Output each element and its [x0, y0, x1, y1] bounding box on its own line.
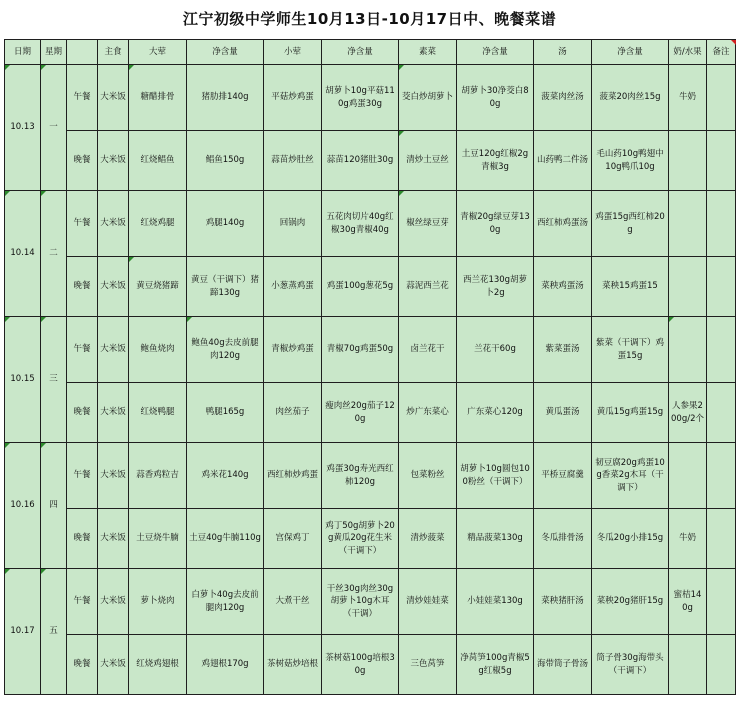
xiaohun-cell: 肉丝茄子 [264, 383, 322, 443]
fruit-cell [669, 191, 707, 257]
meal-cell: 晚餐 [67, 635, 98, 695]
dahun-net-cell: 黄豆（干调下）猪蹄130g [187, 257, 264, 317]
note-cell [707, 635, 736, 695]
fruit-cell [669, 635, 707, 695]
meal-cell: 午餐 [67, 317, 98, 383]
dahun-net-cell: 鸡米花140g [187, 443, 264, 509]
header-staple: 主食 [98, 40, 129, 65]
soup-cell: 菜秧猪肝汤 [534, 569, 592, 635]
veg-cell: 椒丝绿豆芽 [399, 191, 457, 257]
dahun-cell: 红烧鸭腿 [129, 383, 187, 443]
note-cell [707, 383, 736, 443]
table-row [5, 131, 736, 191]
staple-cell: 大米饭 [98, 317, 129, 383]
xiaohun-net-cell: 鸡蛋30g寿光西红柿120g [322, 443, 399, 509]
xiaohun-cell: 西红柿炒鸡蛋 [264, 443, 322, 509]
header-veg-net: 净含量 [457, 40, 534, 65]
fruit-cell [669, 131, 707, 191]
xiaohun-cell: 青椒炒鸡蛋 [264, 317, 322, 383]
dahun-net-cell: 鸭腿165g [187, 383, 264, 443]
soup-cell: 黄瓜蛋汤 [534, 383, 592, 443]
soup-cell: 平桥豆腐羹 [534, 443, 592, 509]
dahun-cell: 红烧鸡腿 [129, 191, 187, 257]
header-weekday: 星期 [41, 40, 67, 65]
veg-net-cell: 兰花干60g [457, 317, 534, 383]
veg-net-cell: 土豆120g红椒2g青椒3g [457, 131, 534, 191]
soup-net-cell: 菜秧15鸡蛋15 [592, 257, 669, 317]
date-cell: 10.15 [5, 317, 41, 443]
xiaohun-cell: 平菇炒鸡蛋 [264, 65, 322, 131]
xiaohun-net-cell: 胡萝卜10g平菇110g鸡蛋30g [322, 65, 399, 131]
meal-cell: 晚餐 [67, 509, 98, 569]
xiaohun-net-cell: 蒜苗120猪肚30g [322, 131, 399, 191]
meal-cell: 午餐 [67, 443, 98, 509]
soup-net-cell: 紫菜（干调下）鸡蛋15g [592, 317, 669, 383]
xiaohun-cell: 蒜苗炒肚丝 [264, 131, 322, 191]
veg-net-cell: 青椒20g绿豆芽130g [457, 191, 534, 257]
table-row [5, 569, 736, 635]
weekday-cell: 一 [41, 65, 67, 191]
meal-cell: 晚餐 [67, 131, 98, 191]
soup-cell: 菜秧鸡蛋汤 [534, 257, 592, 317]
header-xiaohun-net: 净含量 [322, 40, 399, 65]
page-title: 江宁初级中学师生10月13日-10月17日中、晚餐菜谱 [182, 10, 557, 28]
xiaohun-net-cell: 五花肉切片40g红椒30g青椒40g [322, 191, 399, 257]
soup-cell: 西红柿鸡蛋汤 [534, 191, 592, 257]
table-row [5, 635, 736, 695]
dahun-net-cell: 鲍鱼40g去皮前腿肉120g [187, 317, 264, 383]
xiaohun-net-cell: 茶树菇100g培根30g [322, 635, 399, 695]
meal-cell: 午餐 [67, 191, 98, 257]
veg-cell: 蒜泥西兰花 [399, 257, 457, 317]
soup-cell: 冬瓜排骨汤 [534, 509, 592, 569]
staple-cell: 大米饭 [98, 191, 129, 257]
soup-net-cell: 菠菜20肉丝15g [592, 65, 669, 131]
soup-net-cell: 毛山药10g鸭翅中10g鸭爪10g [592, 131, 669, 191]
meal-cell: 午餐 [67, 65, 98, 131]
fruit-cell: 人参果200g/2个 [669, 383, 707, 443]
xiaohun-net-cell: 瘦肉丝20g茄子120g [322, 383, 399, 443]
dahun-net-cell: 鲳鱼150g [187, 131, 264, 191]
weekday-cell: 二 [41, 191, 67, 317]
header-meal [67, 40, 98, 65]
staple-cell: 大米饭 [98, 443, 129, 509]
veg-net-cell: 净莴笋100g青椒5g红椒5g [457, 635, 534, 695]
xiaohun-net-cell: 鸡蛋100g葱花5g [322, 257, 399, 317]
veg-cell: 清炒土豆丝 [399, 131, 457, 191]
veg-net-cell: 胡萝卜10g圆包100粉丝（干调下） [457, 443, 534, 509]
note-cell [707, 257, 736, 317]
fruit-cell: 蜜桔140g [669, 569, 707, 635]
fruit-cell [669, 257, 707, 317]
weekday-cell: 四 [41, 443, 67, 569]
soup-net-cell: 黄瓜15g鸡蛋15g [592, 383, 669, 443]
veg-cell: 茭白炒胡萝卜 [399, 65, 457, 131]
table-row [5, 509, 736, 569]
note-cell [707, 65, 736, 131]
date-cell: 10.13 [5, 65, 41, 191]
dahun-net-cell: 猪肋排140g [187, 65, 264, 131]
header-soup-net: 净含量 [592, 40, 669, 65]
table-row [5, 257, 736, 317]
dahun-net-cell: 鸡腿140g [187, 191, 264, 257]
staple-cell: 大米饭 [98, 383, 129, 443]
note-cell [707, 443, 736, 509]
xiaohun-cell: 茶树菇炒培根 [264, 635, 322, 695]
fruit-cell [669, 317, 707, 383]
table-row [5, 317, 736, 383]
header-xiaohun: 小荤 [264, 40, 322, 65]
table-row [5, 65, 736, 131]
date-cell: 10.16 [5, 443, 41, 569]
note-cell [707, 509, 736, 569]
veg-cell: 炒广东菜心 [399, 383, 457, 443]
dahun-cell: 鲍鱼烧肉 [129, 317, 187, 383]
soup-net-cell: 菜秧20g猪肝15g [592, 569, 669, 635]
dahun-cell: 红烧鲳鱼 [129, 131, 187, 191]
header-date: 日期 [5, 40, 41, 65]
dahun-cell: 土豆烧牛腩 [129, 509, 187, 569]
soup-cell: 海带筒子骨汤 [534, 635, 592, 695]
veg-net-cell: 西兰花130g胡萝卜2g [457, 257, 534, 317]
xiaohun-cell: 宫保鸡丁 [264, 509, 322, 569]
header-dahun: 大荤 [129, 40, 187, 65]
fruit-cell: 牛奶 [669, 509, 707, 569]
weekday-cell: 五 [41, 569, 67, 695]
staple-cell: 大米饭 [98, 257, 129, 317]
soup-cell: 菠菜肉丝汤 [534, 65, 592, 131]
header-row [5, 40, 736, 65]
veg-net-cell: 广东菜心120g [457, 383, 534, 443]
xiaohun-net-cell: 鸡丁50g胡萝卜20g黄瓜20g花生米（干调下） [322, 509, 399, 569]
veg-cell: 三色莴笋 [399, 635, 457, 695]
note-cell [707, 191, 736, 257]
header-soup: 汤 [534, 40, 592, 65]
dahun-cell: 蒜香鸡粒吉 [129, 443, 187, 509]
note-cell [707, 569, 736, 635]
dahun-net-cell: 鸡翅根170g [187, 635, 264, 695]
staple-cell: 大米饭 [98, 635, 129, 695]
staple-cell: 大米饭 [98, 65, 129, 131]
staple-cell: 大米饭 [98, 569, 129, 635]
soup-net-cell: 韧豆腐20g鸡蛋10g香菜2g木耳（干调下） [592, 443, 669, 509]
table-row [5, 191, 736, 257]
dahun-cell: 红烧鸡翅根 [129, 635, 187, 695]
fruit-cell [669, 443, 707, 509]
menu-table [4, 39, 736, 695]
veg-net-cell: 小娃娃菜130g [457, 569, 534, 635]
dahun-cell: 糖醋排骨 [129, 65, 187, 131]
header-note: 备注 [707, 40, 736, 65]
soup-net-cell: 冬瓜20g小排15g [592, 509, 669, 569]
weekday-cell: 三 [41, 317, 67, 443]
veg-net-cell: 胡萝卜30净茭白80g [457, 65, 534, 131]
veg-cell: 包菜粉丝 [399, 443, 457, 509]
table-row [5, 383, 736, 443]
xiaohun-cell: 回锅肉 [264, 191, 322, 257]
fruit-cell: 牛奶 [669, 65, 707, 131]
xiaohun-cell: 小葱蒸鸡蛋 [264, 257, 322, 317]
staple-cell: 大米饭 [98, 509, 129, 569]
header-dahun-net: 净含量 [187, 40, 264, 65]
dahun-cell: 萝卜烧肉 [129, 569, 187, 635]
header-veg: 素菜 [399, 40, 457, 65]
dahun-cell: 黄豆烧猪蹄 [129, 257, 187, 317]
veg-cell: 卤兰花干 [399, 317, 457, 383]
meal-cell: 午餐 [67, 569, 98, 635]
soup-net-cell: 筒子骨30g海带头（干调下） [592, 635, 669, 695]
header-fruit: 奶/水果 [669, 40, 707, 65]
note-cell [707, 131, 736, 191]
table-row [5, 443, 736, 509]
veg-cell: 清炒娃娃菜 [399, 569, 457, 635]
dahun-net-cell: 土豆40g牛腩110g [187, 509, 264, 569]
meal-cell: 晚餐 [67, 257, 98, 317]
meal-cell: 晚餐 [67, 383, 98, 443]
note-cell [707, 317, 736, 383]
soup-cell: 紫菜蛋汤 [534, 317, 592, 383]
veg-cell: 清炒菠菜 [399, 509, 457, 569]
soup-net-cell: 鸡蛋15g西红柿20g [592, 191, 669, 257]
date-cell: 10.14 [5, 191, 41, 317]
xiaohun-cell: 大煮干丝 [264, 569, 322, 635]
xiaohun-net-cell: 青椒70g鸡蛋50g [322, 317, 399, 383]
xiaohun-net-cell: 干丝30g肉丝30g胡萝卜10g木耳（干调） [322, 569, 399, 635]
staple-cell: 大米饭 [98, 131, 129, 191]
soup-cell: 山药鸭二件汤 [534, 131, 592, 191]
date-cell: 10.17 [5, 569, 41, 695]
veg-net-cell: 精品菠菜130g [457, 509, 534, 569]
dahun-net-cell: 白萝卜40g去皮前腿肉120g [187, 569, 264, 635]
